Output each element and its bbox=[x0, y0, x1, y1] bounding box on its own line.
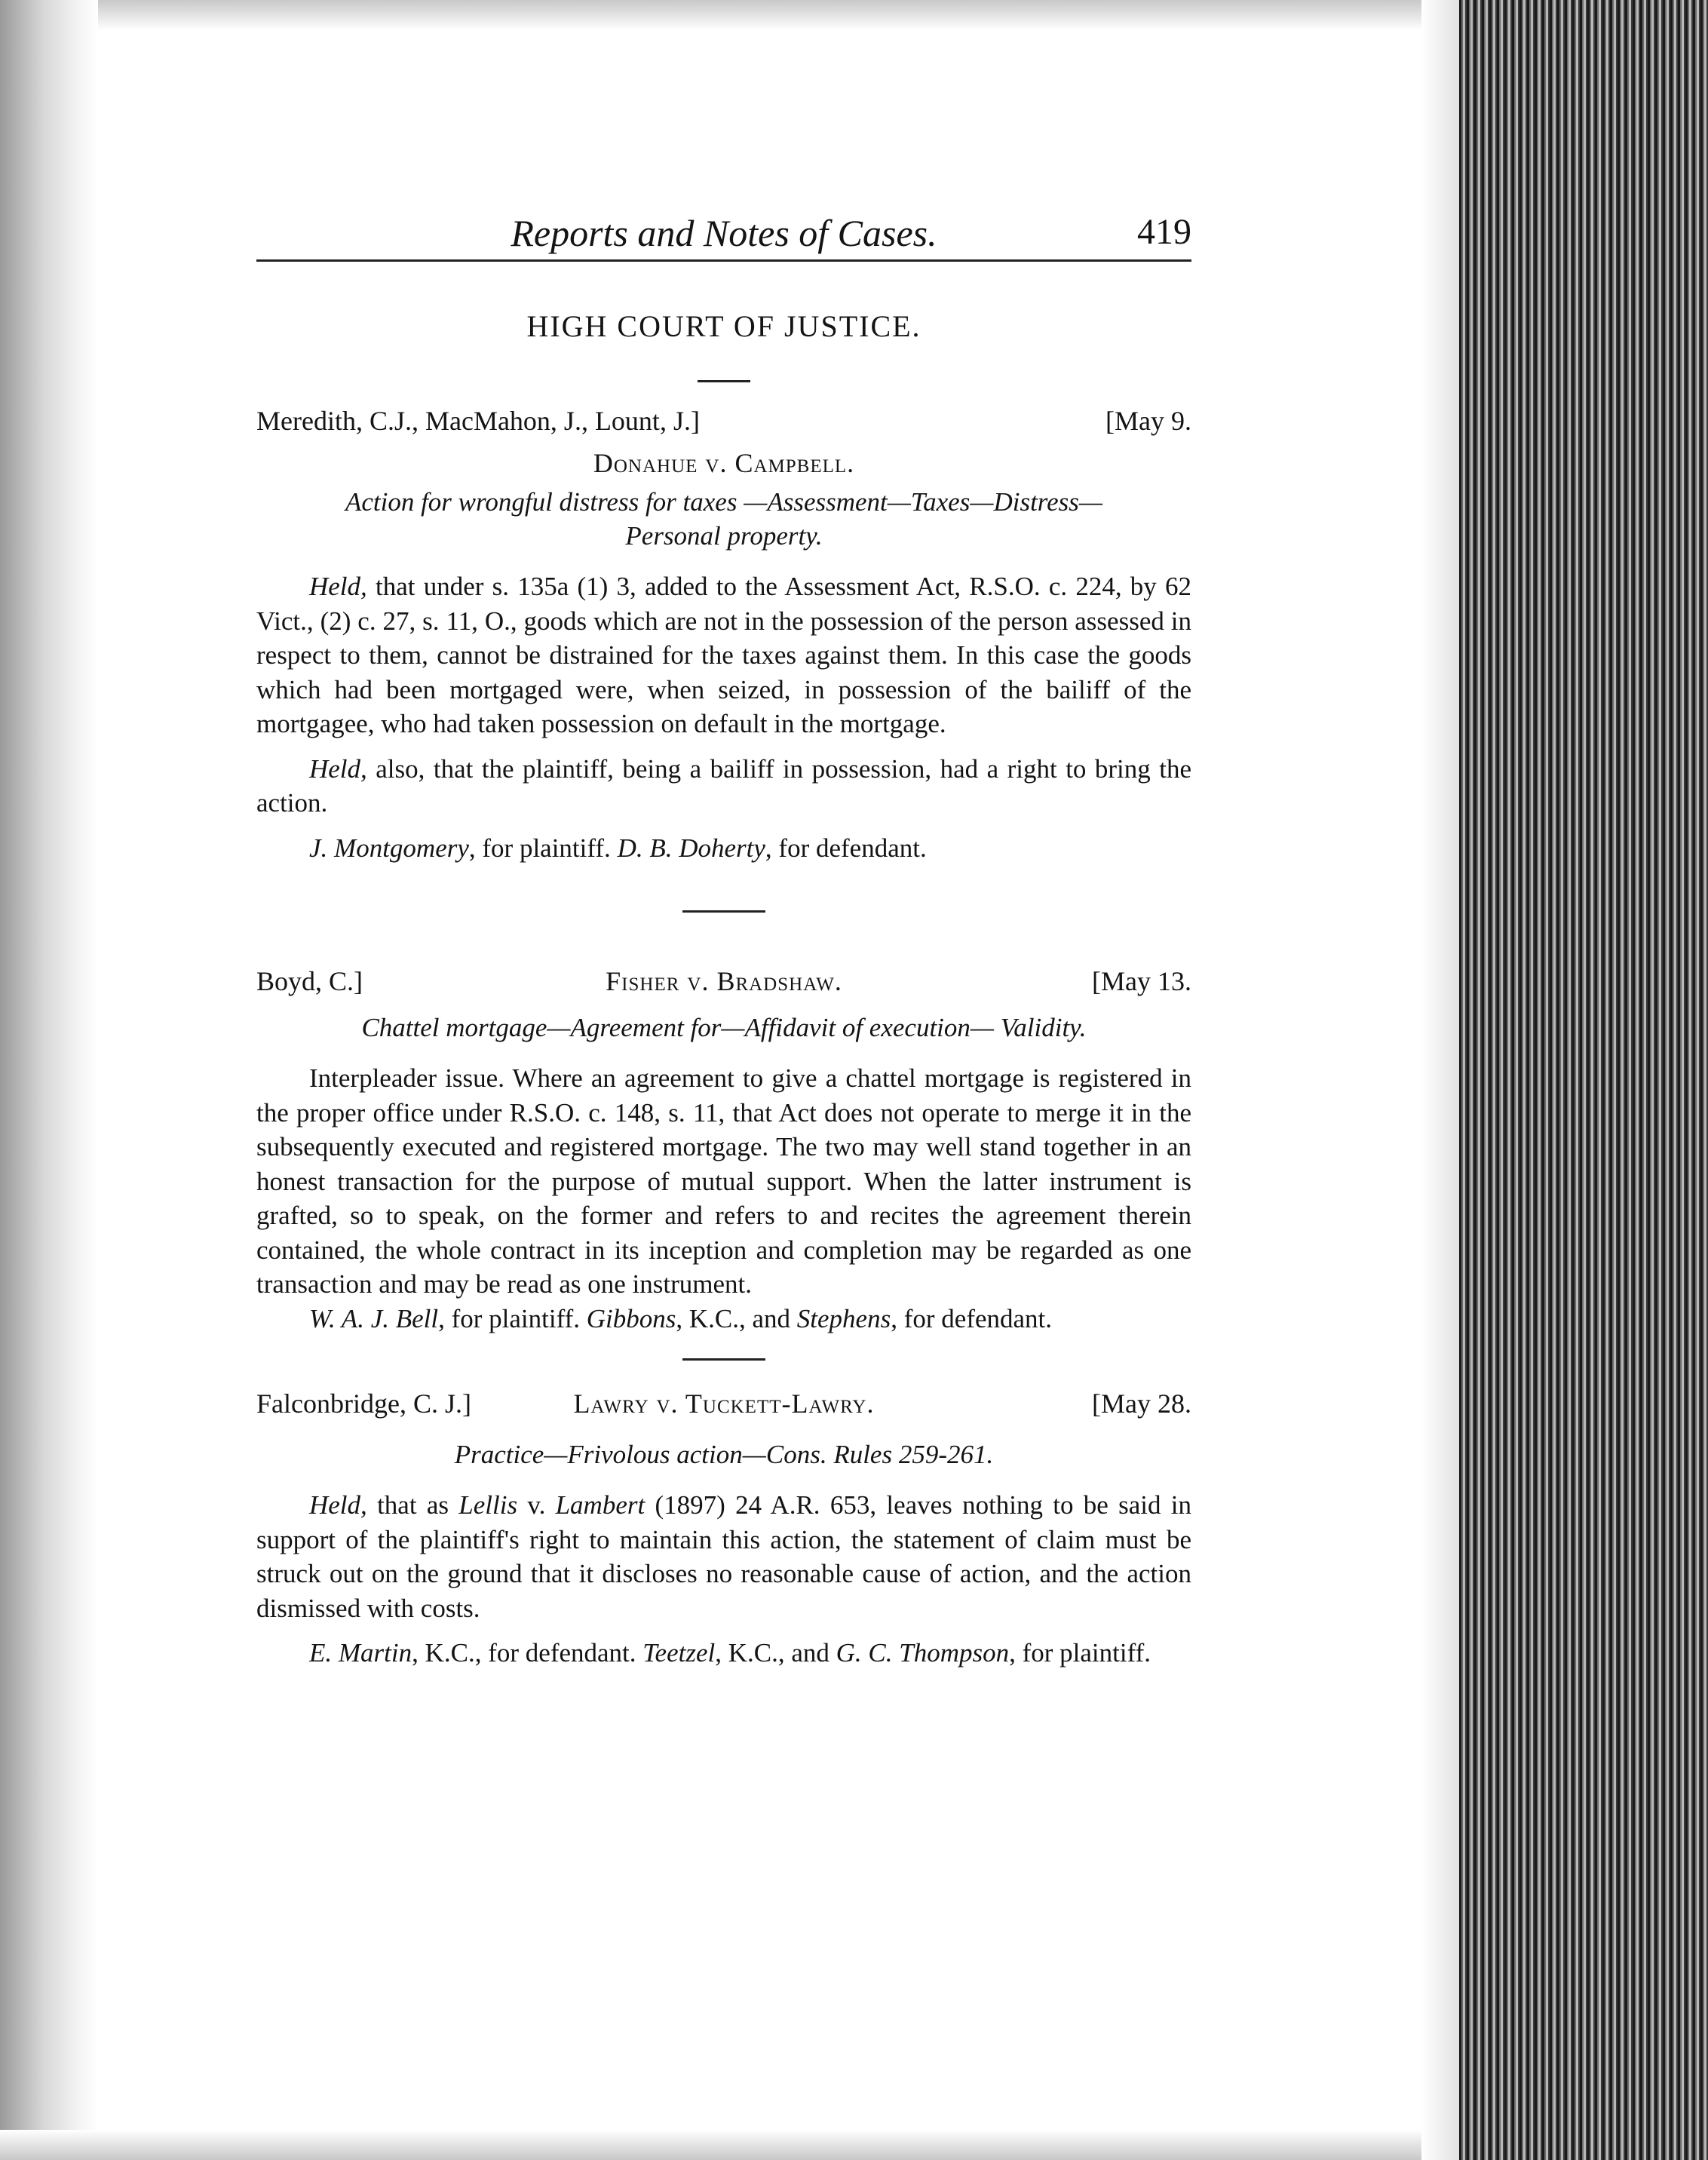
counsel-name: Teetzel bbox=[642, 1638, 716, 1668]
counsel-role: , for plaintiff. bbox=[1009, 1638, 1151, 1668]
counsel-role: , for defendant. bbox=[891, 1303, 1053, 1333]
catchwords-line: Personal property. bbox=[625, 521, 823, 551]
page-content bbox=[256, 211, 1191, 1671]
counsel-role: , for plaintiff. bbox=[468, 833, 618, 863]
divider bbox=[682, 1358, 765, 1361]
decision-date: [May 13. bbox=[1092, 966, 1191, 996]
held-lead: Held, bbox=[309, 1490, 367, 1520]
holding-text: v. bbox=[517, 1490, 556, 1520]
counsel-name: D. B. Doherty bbox=[617, 833, 765, 863]
counsel-name: J. Montgomery bbox=[309, 833, 469, 863]
catchwords: Chattel mortgage—Agreement for—Affidavit of execution— Validity. bbox=[361, 1013, 1087, 1042]
book-page-edges bbox=[1459, 0, 1708, 2160]
counsel-role: , K.C., for defendant. bbox=[412, 1638, 643, 1668]
page-number: 419 bbox=[1137, 212, 1191, 252]
bench: Falconbridge, C. J.] bbox=[256, 1388, 471, 1419]
holding-paragraph bbox=[256, 752, 1191, 821]
counsel-name: Stephens bbox=[796, 1303, 891, 1333]
holding-text: that under s. 135a (1) 3, added to the Assessment Act, R.S.O. c. 224, by 62 Vict., (2) c. 27, s. 11, O., goods which are not in the possession of the person assessed in respect to them, cannot be distrained for the taxes against them. In this case the goods which had been mortgaged were, when seized, in possession of the bailiff of the mortgagee, who had taken possession on default in the mortgage. bbox=[256, 572, 1191, 738]
catchwords-line: Action for wrongful distress for taxes —Assessment—Taxes—Distress— bbox=[345, 487, 1103, 517]
holding-paragraph bbox=[256, 569, 1191, 741]
catchwords: Practice—Frivolous action—Cons. Rules 259-261. bbox=[454, 1440, 994, 1469]
holding-paragraph: Interpleader issue. Where an agreement to give a chattel mortgage is registered in the proper office under R.S.O. c. 148, s. 11, that Act does not operate to merge it in the subsequently executed and registered mortgage. The two may well stand together in an honest transaction for the purpose of mutual support. When the latter instrument is grafted, so to speak, on the former and refers to and recites the agreement therein contained, the whole contract in its inception and completion may be regarded as one transaction and may be read as one instrument. bbox=[256, 1063, 1191, 1299]
counsel-role: , K.C., and bbox=[676, 1303, 797, 1333]
holding-text: also, that the plaintiff, being a bailiff in possession, had a right to bring the action. bbox=[256, 753, 1191, 818]
holding-text: that as bbox=[366, 1490, 459, 1520]
running-title: Reports and Notes of Cases. bbox=[511, 212, 937, 254]
scan-shadow-left bbox=[0, 0, 98, 2160]
counsel-line bbox=[256, 1302, 1191, 1336]
counsel-role: , K.C., and bbox=[715, 1638, 836, 1668]
case-title: Fisher v. Bradshaw. bbox=[606, 966, 842, 996]
case-lawry-tuckett-lawry bbox=[256, 1388, 1191, 1671]
holding-text: (1897) 24 A.R. 653, leaves nothing to be said in support of the plaintiff's right to maintain this action, the statement of claim must be struck out on the ground that it discloses no reasonable cause of action, and the action dismissed with costs. bbox=[256, 1490, 1191, 1623]
counsel-line bbox=[256, 1636, 1191, 1671]
decision-date: [May 28. bbox=[1092, 1388, 1191, 1419]
case-fisher-bradshaw bbox=[256, 965, 1191, 1336]
counsel-name: G. C. Thompson bbox=[836, 1638, 1010, 1668]
case-header bbox=[256, 405, 1191, 444]
court-heading: HIGH COURT OF JUSTICE. bbox=[526, 309, 921, 343]
cited-case: Lellis bbox=[458, 1490, 518, 1520]
counsel-name: E. Martin bbox=[309, 1638, 412, 1668]
counsel-name: W. A. J. Bell bbox=[309, 1303, 439, 1333]
held-lead: Held, bbox=[309, 753, 367, 784]
divider bbox=[682, 910, 765, 913]
case-header bbox=[256, 965, 1191, 1005]
case-donahue-campbell bbox=[256, 405, 1191, 865]
counsel-role: , for plaintiff. bbox=[438, 1303, 587, 1333]
counsel-name: Gibbons bbox=[586, 1303, 676, 1333]
decision-date: [May 9. bbox=[1105, 406, 1191, 436]
running-head bbox=[256, 211, 1191, 262]
case-header bbox=[256, 1388, 1191, 1427]
case-title: Donahue v. Campbell. bbox=[593, 448, 855, 478]
case-title: Lawry v. Tuckett-Lawry. bbox=[573, 1388, 875, 1419]
cited-case: Lambert bbox=[555, 1490, 645, 1520]
counsel-role: , for defendant. bbox=[765, 833, 927, 863]
held-lead: Held, bbox=[309, 572, 367, 601]
bench: Boyd, C.] bbox=[256, 966, 363, 996]
counsel-line bbox=[256, 831, 1191, 866]
divider bbox=[698, 380, 750, 382]
bench: Meredith, C.J., MacMahon, J., Lount, J.] bbox=[256, 406, 700, 436]
holding-paragraph bbox=[256, 1488, 1191, 1625]
catchwords bbox=[256, 485, 1191, 553]
